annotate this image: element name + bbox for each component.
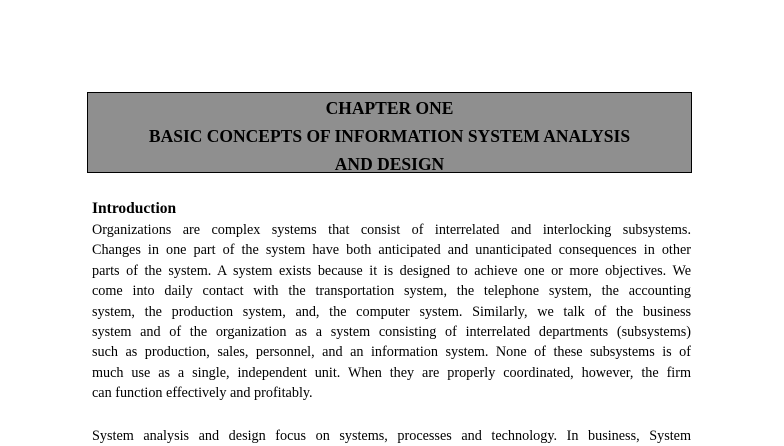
paragraph-line: parts of the system. A system exists because it is designed to achieve one or more objectives. We — [92, 262, 691, 279]
paragraph-line: Changes in one part of the system have both anticipated and unanticipated consequences in other — [92, 242, 691, 259]
chapter-title-box — [87, 92, 692, 173]
paragraph-system-analysis — [92, 426, 691, 446]
chapter-number: CHAPTER ONE — [325, 98, 454, 118]
paragraph-line: come into daily contact with the transportation system, the telephone system, the accounting — [92, 283, 691, 300]
paragraph-line: can function effectively and profitably. — [92, 385, 313, 402]
section-heading: Introduction — [92, 200, 177, 217]
chapter-title-line-2: AND DESIGN — [334, 154, 445, 174]
paragraph-line: system and of the organization as a system consisting of interrelated departments (subsystems) — [92, 323, 691, 340]
paragraph-line: system, the production system, and, the computer system. Similarly, we talk of the business — [92, 303, 691, 320]
paragraph-line: much use as a single, independent unit. When they are properly coordinated, however, the firm — [92, 364, 691, 381]
paragraph-line: such as production, sales, personnel, and an information system. None of these subsystems is of — [92, 344, 691, 361]
paragraph-line: Organizations are complex systems that consist of interrelated and interlocking subsystems. — [92, 222, 691, 238]
chapter-title-line-1: BASIC CONCEPTS OF INFORMATION SYSTEM ANALYSIS — [148, 126, 631, 146]
paragraph-introduction — [92, 220, 691, 404]
paragraph-line: System analysis and design focus on systems, processes and technology. In business, System — [92, 428, 691, 444]
